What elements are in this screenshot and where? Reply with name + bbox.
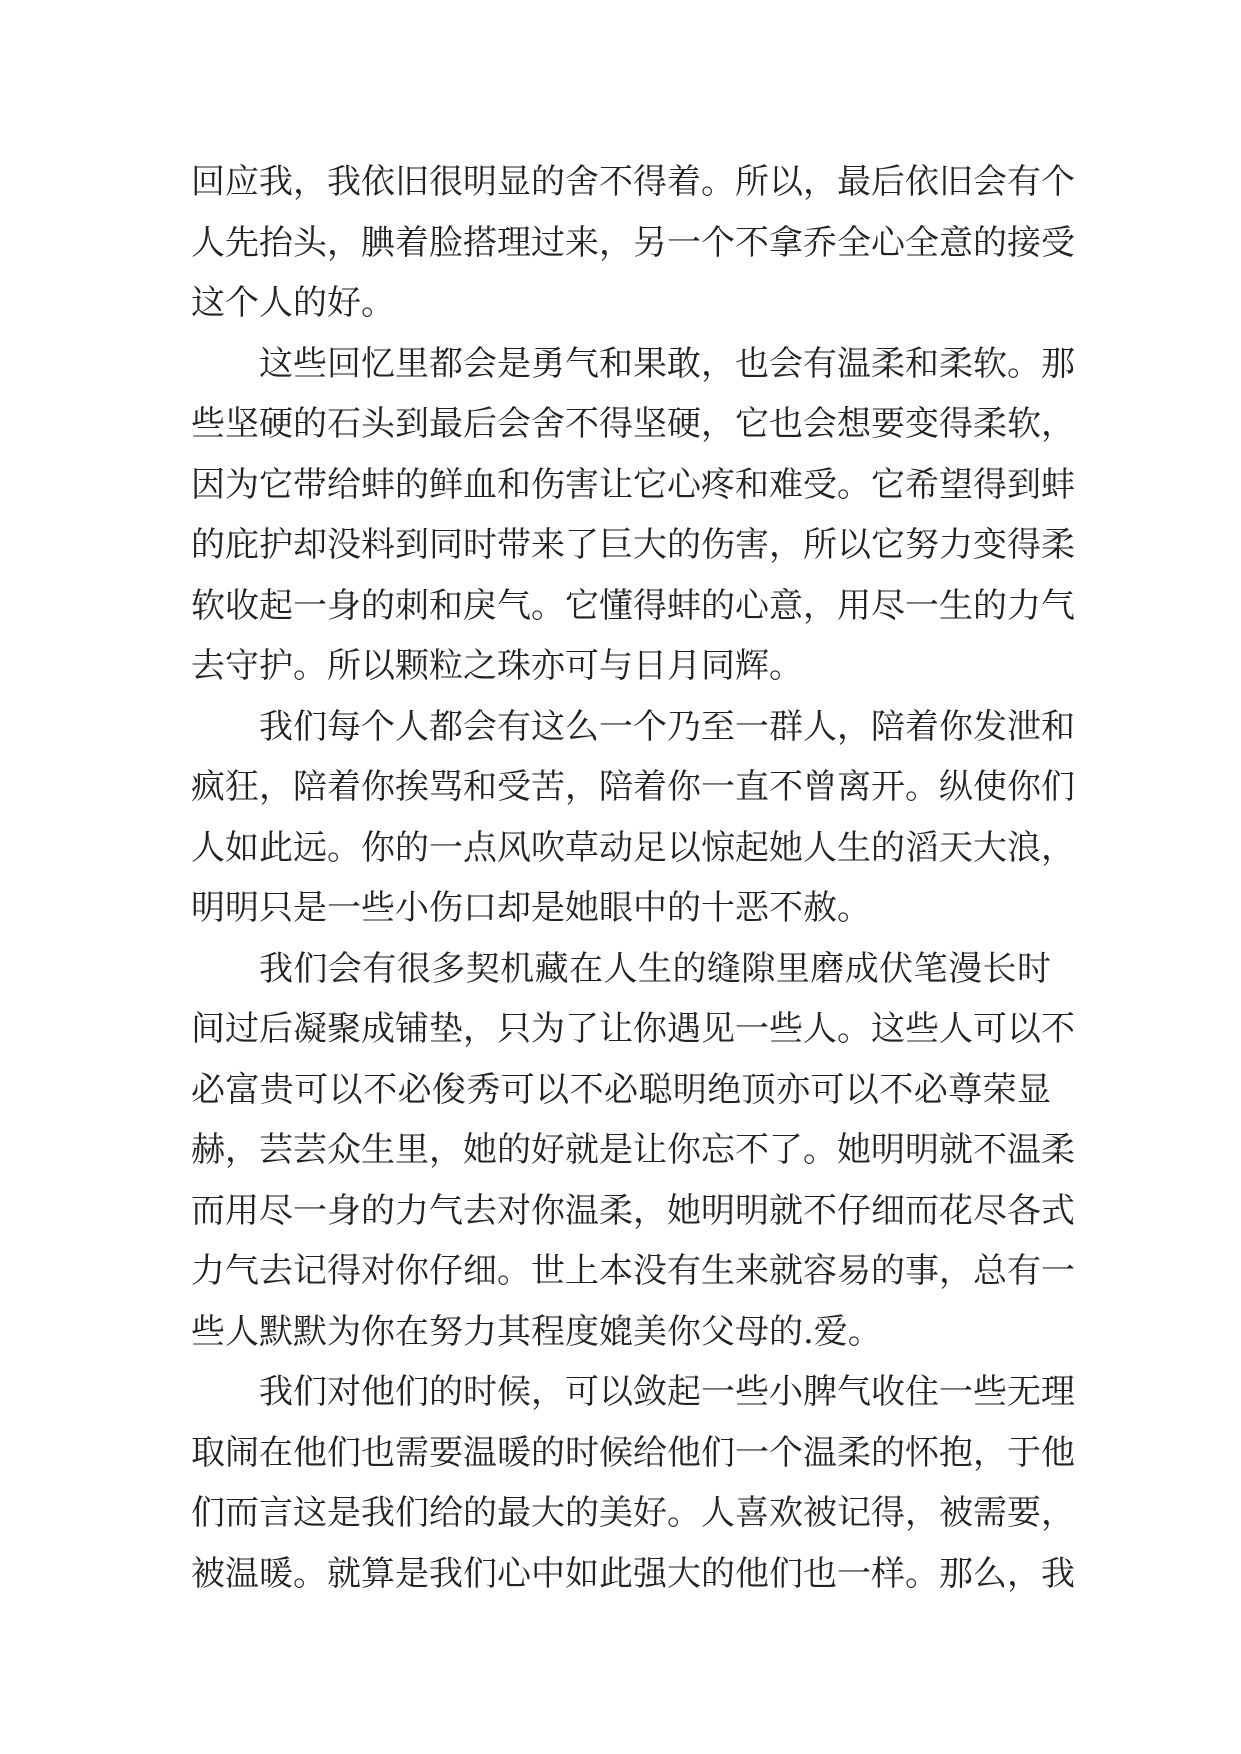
text-line: 取闹在他们也需要温暖的时候给他们一个温柔的怀抱，于他 bbox=[191, 1432, 1075, 1473]
body-text bbox=[191, 152, 1075, 1604]
text-line: 明明只是一些小伤口却是她眼中的十恶不赦。 bbox=[191, 888, 871, 928]
paragraph-first-line: 我们每个人都会有这么一个乃至一群人，陪着你发泄和 bbox=[259, 706, 1075, 747]
text-line: 被温暖。就算是我们心中如此强大的他们也一样。那么，我 bbox=[191, 1553, 1075, 1594]
text-line: 这个人的好。 bbox=[191, 283, 395, 323]
text-line: 人如此远。你的一点风吹草动足以惊起她人生的滔天大浪， bbox=[191, 827, 1075, 868]
text-line: 因为它带给蚌的鲜血和伤害让它心疼和难受。它希望得到蚌 bbox=[191, 464, 1075, 505]
text-line: 去守护。所以颗粒之珠亦可与日月同辉。 bbox=[191, 646, 803, 686]
text-line: 疯狂，陪着你挨骂和受苦，陪着你一直不曾离开。纵使你们 bbox=[191, 767, 1075, 807]
text-line: 力气去记得对你仔细。世上本没有生来就容易的事，总有一 bbox=[191, 1251, 1075, 1291]
text-line: 必富贵可以不必俊秀可以不必聪明绝顶亦可以不必尊荣显 bbox=[191, 1069, 1051, 1110]
paragraph-first-line: 我们会有很多契机藏在人生的缝隙里磨成伏笔漫长时 bbox=[259, 948, 1051, 989]
text-line: 人先抬头，腆着脸搭理过来，另一个不拿乔全心全意的接受 bbox=[191, 222, 1075, 263]
text-line: 回应我，我依旧很明显的舍不得着。所以，最后依旧会有个 bbox=[191, 162, 1075, 202]
text-line: 赫，芸芸众生里，她的好就是让你忘不了。她明明就不温柔 bbox=[191, 1130, 1075, 1170]
text-line: 们而言这是我们给的最大的美好。人喜欢被记得，被需要， bbox=[191, 1493, 1075, 1533]
paragraph-first-line: 我们对他们的时候，可以敛起一些小脾气收住一些无理 bbox=[259, 1372, 1075, 1412]
text-line: 些人默默为你在努力其程度媲美你父母的.爱。 bbox=[191, 1311, 882, 1352]
text-line: 的庇护却没料到同时带来了巨大的伤害，所以它努力变得柔 bbox=[191, 525, 1075, 565]
text-line: 软收起一身的刺和戾气。它懂得蚌的心意，用尽一生的力气 bbox=[191, 585, 1075, 626]
paragraph-first-line: 这些回忆里都会是勇气和果敢，也会有温柔和柔软。那 bbox=[259, 343, 1075, 384]
text-line: 些坚硬的石头到最后会舍不得坚硬，它也会想要变得柔软， bbox=[191, 404, 1075, 444]
text-line: 而用尽一身的力气去对你温柔，她明明就不仔细而花尽各式 bbox=[191, 1190, 1075, 1231]
text-line: 间过后凝聚成铺垫，只为了让你遇见一些人。这些人可以不 bbox=[191, 1009, 1075, 1049]
